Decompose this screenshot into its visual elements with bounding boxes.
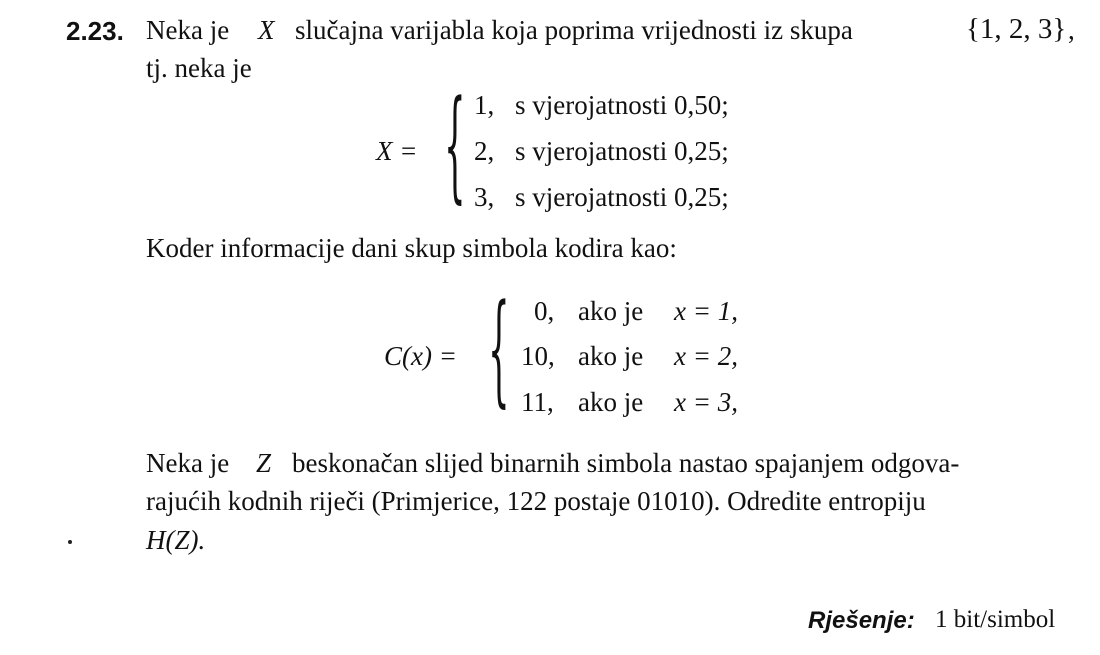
question-line-2: rajućih kodnih riječi (Primjerice, 122 postaje 01010). Odredite entropiju [146,486,926,516]
code-lhs: C(x) = [384,341,457,371]
left-brace-code: { [488,280,510,423]
codeword-3: 11, [521,387,554,417]
case-3-text: s vjerojatnosti 0,25; [515,182,729,212]
distribution-lhs [376,138,417,165]
condition-3: x = 3, [674,387,738,417]
condition-1: x = 1, [674,296,738,326]
left-brace-distribution: { [444,76,466,219]
problem-number: 2.23. [66,16,124,46]
condition-3-text: ako je [578,387,644,417]
condition-1-text: ako je [578,296,644,326]
case-3-value: 3, [474,182,495,212]
value-set: {1, 2, 3} [966,13,1067,45]
question-line-3: H(Z). [146,525,206,555]
scan-dot [68,540,72,544]
solution-label: Rješenje: [808,607,915,634]
question-line-1b: beskonačan slijed binarnih simbola nastao spajanjem odgova- [292,448,960,478]
codeword-2: 10, [521,341,555,371]
case-1-text: s vjerojatnosti 0,50; [515,90,729,120]
question-line-1a: Neka je [146,448,230,478]
variable-z: Z [256,448,272,478]
intro-line-2: tj. neka je [146,53,252,83]
distribution-lhs-text: X = [376,136,418,166]
solution-value: 1 bit/simbol [935,606,1056,633]
codeword-1: 0, [534,296,555,326]
coder-sentence: Koder informacije dani skup simbola kodira kao: [146,233,677,263]
variable-x: X [258,15,275,45]
condition-2: x = 2, [674,341,738,371]
intro-text-2: slučajna varijabla koja poprima vrijednosti iz skupa [295,15,853,45]
case-1-value: 1, [474,90,495,120]
condition-2-text: ako je [578,341,644,371]
intro-comma: , [1068,15,1075,45]
case-2-text: s vjerojatnosti 0,25; [515,136,729,166]
intro-text-1: Neka je [146,15,230,45]
case-2-value: 2, [474,136,495,166]
